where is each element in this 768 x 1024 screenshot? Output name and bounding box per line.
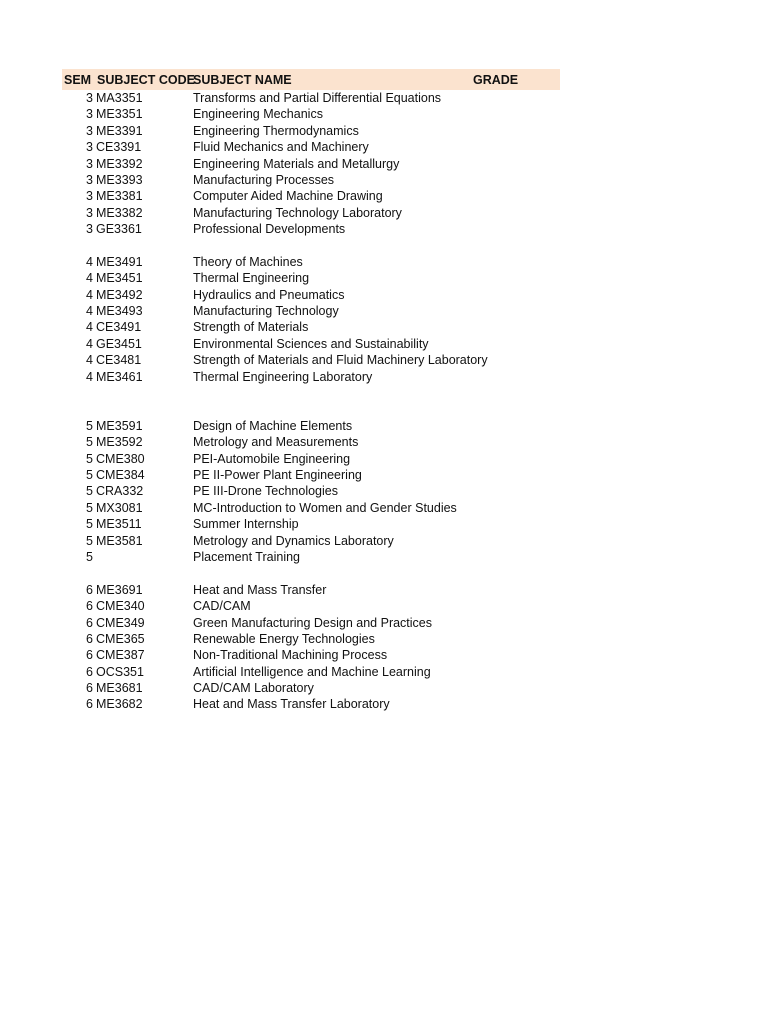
table-row — [62, 352, 560, 368]
sem-cell: 6 — [86, 615, 93, 630]
subject-name-cell: Metrology and Measurements — [193, 435, 359, 450]
subject-name-cell: Engineering Thermodynamics — [193, 123, 359, 138]
sem-cell: 3 — [86, 140, 93, 155]
table-row — [62, 516, 560, 532]
sem-cell: 6 — [86, 582, 93, 597]
sem-cell: 4 — [86, 304, 93, 319]
table-row — [62, 221, 560, 237]
table-row — [62, 549, 560, 565]
subject-name-cell: Artificial Intelligence and Machine Learning — [193, 664, 431, 679]
subject-code-cell: CME340 — [96, 599, 145, 614]
header-subject-code: SUBJECT CODE — [97, 73, 195, 87]
subject-code-cell: ME3393 — [96, 172, 143, 187]
subject-code-cell: ME3392 — [96, 156, 143, 171]
subject-grade-sheet — [62, 69, 560, 713]
subject-code-cell: CME387 — [96, 648, 145, 663]
table-row — [62, 451, 560, 467]
subject-name-cell: PE III-Drone Technologies — [193, 484, 338, 499]
subject-name-cell: PE II-Power Plant Engineering — [193, 468, 362, 482]
subject-name-cell: PEI-Automobile Engineering — [193, 451, 351, 466]
subject-name-cell: CAD/CAM — [193, 599, 251, 614]
subject-code-cell: ME3451 — [96, 271, 143, 286]
table-row — [62, 434, 560, 450]
subject-name-cell: Computer Aided Machine Drawing — [193, 189, 383, 204]
table-row — [62, 90, 560, 106]
table-row — [62, 418, 560, 434]
subject-name-cell: Metrology and Dynamics Laboratory — [193, 533, 394, 548]
subject-name-cell: Green Manufacturing Design and Practices — [193, 615, 433, 630]
sem-cell: 5 — [86, 435, 93, 450]
subject-name-cell: Heat and Mass Transfer Laboratory — [193, 697, 390, 712]
sem-cell: 6 — [86, 697, 93, 712]
subject-code-cell: GE3361 — [96, 222, 142, 237]
subject-name-cell: Design of Machine Elements — [193, 418, 353, 433]
subject-name-cell: Engineering Mechanics — [193, 107, 323, 122]
table-row — [62, 680, 560, 696]
subject-name-cell: CAD/CAM Laboratory — [193, 681, 314, 696]
sem-cell: 5 — [86, 451, 93, 466]
subject-name-cell: Fluid Mechanics and Machinery — [193, 140, 369, 155]
table-row — [62, 369, 560, 385]
subject-code-cell: OCS351 — [96, 664, 144, 679]
subject-name-cell: Manufacturing Technology — [193, 304, 339, 319]
sem-cell: 5 — [86, 468, 93, 482]
table-row — [62, 303, 560, 319]
header-grade: GRADE — [473, 73, 519, 87]
sem-cell: 5 — [86, 500, 93, 515]
subject-code-cell: ME3682 — [96, 697, 143, 712]
empty-row — [62, 385, 560, 418]
sem-cell: 5 — [86, 533, 93, 548]
sem-cell: 6 — [86, 631, 93, 646]
header-subject-name: SUBJECT NAME — [193, 73, 292, 87]
sem-cell: 5 — [86, 549, 93, 564]
subject-name-cell: Placement Training — [193, 549, 301, 564]
subject-name-cell: Professional Developments — [193, 222, 346, 237]
table-row — [62, 615, 560, 631]
subject-code-cell: ME3691 — [96, 582, 143, 597]
table-row — [62, 631, 560, 647]
sem-cell: 3 — [86, 189, 93, 204]
sem-cell: 4 — [86, 271, 93, 286]
table-row — [62, 139, 560, 155]
table-row — [62, 500, 560, 516]
subject-code-cell: ME3511 — [96, 517, 142, 532]
table-row — [62, 696, 560, 712]
subject-name-cell: Strength of Materials — [193, 320, 309, 335]
header-row — [62, 69, 560, 90]
table-row — [62, 582, 560, 598]
subject-code-cell: CME384 — [96, 468, 145, 482]
subject-code-cell: ME3591 — [96, 418, 143, 433]
subject-code-cell: CME380 — [96, 451, 145, 466]
table-row — [62, 647, 560, 663]
subject-name-cell: Hydraulics and Pneumatics — [193, 287, 345, 302]
table-row — [62, 287, 560, 303]
subject-name-cell: Thermal Engineering — [193, 271, 310, 286]
subject-code-cell: CE3491 — [96, 320, 142, 335]
subject-code-cell: ME3382 — [96, 205, 143, 220]
sem-cell: 6 — [86, 664, 93, 679]
subject-code-cell: ME3492 — [96, 287, 143, 302]
table-row — [62, 188, 560, 204]
sem-cell: 4 — [86, 369, 93, 384]
sem-cell: 3 — [86, 172, 93, 187]
sem-cell: 4 — [86, 254, 93, 269]
sem-cell: 3 — [86, 205, 93, 220]
sem-cell: 6 — [86, 648, 93, 663]
sem-cell: 6 — [86, 599, 93, 614]
table-row — [62, 533, 560, 549]
subject-code-cell: ME3381 — [96, 189, 143, 204]
sem-cell: 5 — [86, 517, 93, 532]
subject-code-cell: ME3592 — [96, 435, 143, 450]
subject-code-cell: MX3081 — [96, 500, 143, 515]
subject-code-cell: GE3451 — [96, 336, 142, 351]
sem-cell: 3 — [86, 222, 93, 237]
table-row — [62, 156, 560, 172]
subject-name-cell: Manufacturing Technology Laboratory — [193, 205, 402, 220]
table-row — [62, 483, 560, 499]
subject-code-cell: ME3681 — [96, 681, 143, 696]
subject-name-cell: MC-Introduction to Women and Gender Studies — [193, 500, 457, 515]
sem-cell: 4 — [86, 320, 93, 335]
subject-code-cell: CE3391 — [96, 140, 142, 155]
subject-code-cell: ME3491 — [96, 254, 143, 269]
subject-name-cell: Renewable Energy Technologies — [193, 631, 375, 646]
subject-code-cell: ME3461 — [96, 369, 143, 384]
subject-name-cell: Non-Traditional Machining Process — [193, 648, 388, 663]
table-row — [62, 319, 560, 335]
sem-cell: 4 — [86, 287, 93, 302]
subject-name-cell: Heat and Mass Transfer — [193, 582, 327, 597]
subject-code-cell: ME3581 — [96, 533, 143, 548]
table-row — [62, 205, 560, 221]
table-row — [62, 106, 560, 122]
subject-name-cell: Engineering Materials and Metallurgy — [193, 156, 400, 171]
table-row — [62, 664, 560, 680]
subject-name-cell: Theory of Machines — [193, 254, 303, 269]
subject-name-cell: Strength of Materials and Fluid Machinery Laboratory — [193, 353, 488, 368]
header-sem: SEM — [64, 73, 92, 87]
subject-code-cell: ME3493 — [96, 304, 143, 319]
subject-name-cell: Environmental Sciences and Sustainability — [193, 336, 429, 351]
table-row — [62, 270, 560, 286]
table-row — [62, 598, 560, 614]
subject-name-cell: Manufacturing Processes — [193, 172, 335, 187]
subject-code-cell: CME349 — [96, 615, 145, 630]
table-row — [62, 172, 560, 188]
table-row — [62, 123, 560, 139]
subject-name-cell: Thermal Engineering Laboratory — [193, 369, 373, 384]
sem-cell: 4 — [86, 353, 93, 368]
sem-cell: 5 — [86, 418, 93, 433]
subject-code-cell: CME365 — [96, 631, 145, 646]
empty-row — [62, 565, 560, 581]
subject-name-cell: Transforms and Partial Differential Equations — [193, 91, 442, 105]
empty-row — [62, 238, 560, 254]
subject-code-cell: ME3351 — [96, 107, 143, 122]
sem-cell: 5 — [86, 484, 93, 499]
sem-cell: 3 — [86, 123, 93, 138]
subject-name-cell: Summer Internship — [193, 517, 299, 532]
sem-cell: 6 — [86, 681, 93, 696]
subject-code-cell: MA3351 — [96, 91, 143, 105]
subject-rows — [62, 90, 560, 713]
subject-code-cell: CRA332 — [96, 484, 144, 499]
sem-cell: 4 — [86, 336, 93, 351]
table-row — [62, 467, 560, 483]
subject-code-cell: CE3481 — [96, 353, 142, 368]
sem-cell: 3 — [86, 107, 93, 122]
sem-cell: 3 — [86, 156, 93, 171]
table-row — [62, 336, 560, 352]
table-row — [62, 254, 560, 270]
sem-cell: 3 — [86, 91, 93, 105]
subject-code-cell: ME3391 — [96, 123, 143, 138]
